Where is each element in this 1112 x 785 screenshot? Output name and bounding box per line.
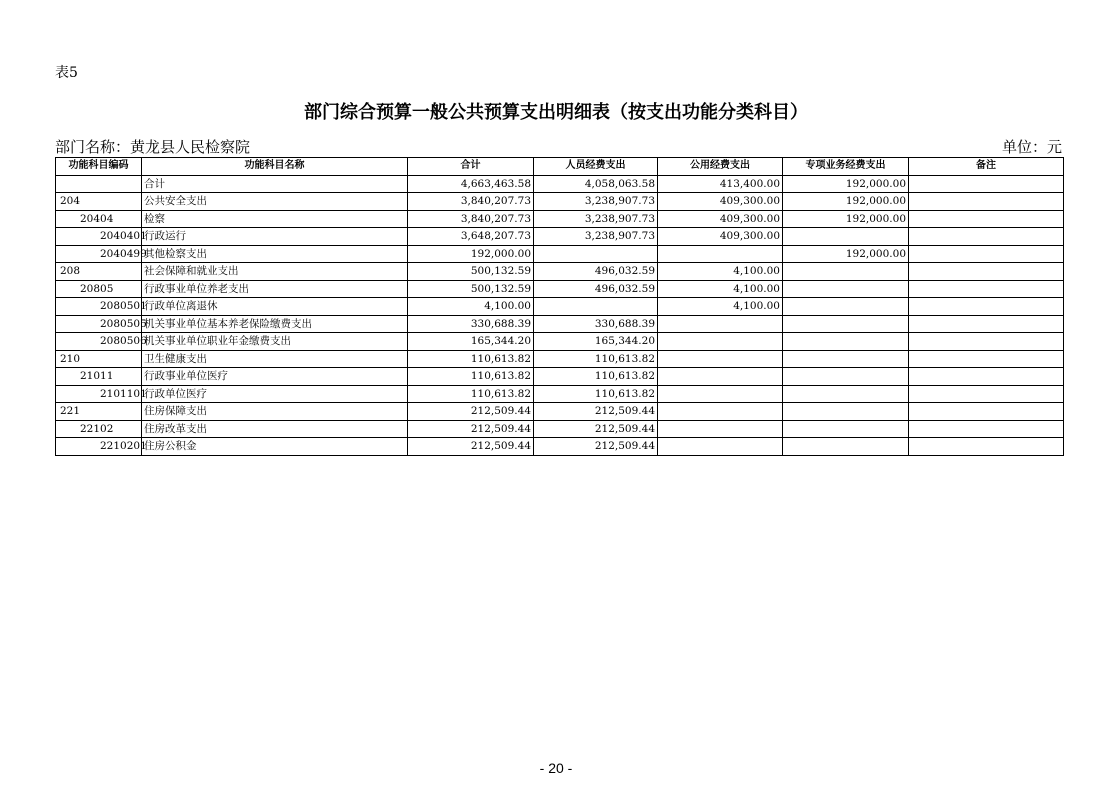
function-name-cell: 住房保障支出 bbox=[142, 403, 408, 421]
function-name-cell: 检察 bbox=[142, 210, 408, 228]
note-cell bbox=[909, 438, 1064, 456]
column-header: 功能科目编码 bbox=[56, 158, 142, 176]
function-code-cell: 22102 bbox=[56, 420, 142, 438]
public-expense-cell bbox=[658, 438, 783, 456]
function-name-cell: 社会保障和就业支出 bbox=[142, 263, 408, 281]
public-expense-cell bbox=[658, 350, 783, 368]
function-name-cell: 机关事业单位基本养老保险缴费支出 bbox=[142, 315, 408, 333]
department-name: 部门名称：黄龙县人民检察院 bbox=[55, 138, 251, 156]
function-code-cell: 2040499 bbox=[56, 245, 142, 263]
table-body bbox=[56, 175, 1064, 455]
total-cell: 110,613.82 bbox=[408, 385, 534, 403]
table-row bbox=[56, 385, 1064, 403]
special-expense-cell: 192,000.00 bbox=[783, 210, 909, 228]
column-header: 备注 bbox=[909, 158, 1064, 176]
column-header: 功能科目名称 bbox=[142, 158, 408, 176]
special-expense-cell bbox=[783, 350, 909, 368]
unit-label: 单位：元 bbox=[1001, 138, 1062, 156]
personnel-expense-cell: 212,509.44 bbox=[534, 420, 658, 438]
special-expense-cell bbox=[783, 228, 909, 246]
personnel-expense-cell: 4,058,063.58 bbox=[534, 175, 658, 193]
table-row bbox=[56, 175, 1064, 193]
public-expense-cell bbox=[658, 315, 783, 333]
special-expense-cell bbox=[783, 385, 909, 403]
column-header: 公用经费支出 bbox=[658, 158, 783, 176]
function-name-cell: 卫生健康支出 bbox=[142, 350, 408, 368]
special-expense-cell bbox=[783, 280, 909, 298]
function-name-cell: 行政单位医疗 bbox=[142, 385, 408, 403]
column-header: 合计 bbox=[408, 158, 534, 176]
function-name-cell: 其他检察支出 bbox=[142, 245, 408, 263]
total-cell: 212,509.44 bbox=[408, 403, 534, 421]
personnel-expense-cell: 330,688.39 bbox=[534, 315, 658, 333]
public-expense-cell: 409,300.00 bbox=[658, 228, 783, 246]
total-cell: 110,613.82 bbox=[408, 350, 534, 368]
function-name-cell: 行政事业单位养老支出 bbox=[142, 280, 408, 298]
function-name-cell: 公共安全支出 bbox=[142, 193, 408, 211]
function-name-cell: 机关事业单位职业年金缴费支出 bbox=[142, 333, 408, 351]
function-code-cell bbox=[56, 175, 142, 193]
total-cell: 212,509.44 bbox=[408, 420, 534, 438]
table-label: 表5 bbox=[55, 65, 78, 81]
special-expense-cell bbox=[783, 298, 909, 316]
special-expense-cell bbox=[783, 438, 909, 456]
note-cell bbox=[909, 315, 1064, 333]
table-header-row bbox=[56, 158, 1064, 176]
total-cell: 500,132.59 bbox=[408, 280, 534, 298]
total-cell: 110,613.82 bbox=[408, 368, 534, 386]
special-expense-cell: 192,000.00 bbox=[783, 175, 909, 193]
note-cell bbox=[909, 298, 1064, 316]
personnel-expense-cell: 212,509.44 bbox=[534, 403, 658, 421]
table-row bbox=[56, 210, 1064, 228]
public-expense-cell: 4,100.00 bbox=[658, 263, 783, 281]
total-cell: 212,509.44 bbox=[408, 438, 534, 456]
page-title: 部门综合预算一般公共预算支出明细表（按支出功能分类科目） bbox=[304, 102, 808, 123]
function-name-cell: 行政运行 bbox=[142, 228, 408, 246]
public-expense-cell: 409,300.00 bbox=[658, 193, 783, 211]
note-cell bbox=[909, 403, 1064, 421]
special-expense-cell bbox=[783, 403, 909, 421]
function-name-cell: 住房改革支出 bbox=[142, 420, 408, 438]
note-cell bbox=[909, 333, 1064, 351]
public-expense-cell bbox=[658, 385, 783, 403]
table-row bbox=[56, 193, 1064, 211]
personnel-expense-cell bbox=[534, 298, 658, 316]
function-code-cell: 20805 bbox=[56, 280, 142, 298]
budget-table bbox=[55, 157, 1064, 456]
personnel-expense-cell: 110,613.82 bbox=[534, 385, 658, 403]
function-name-cell: 行政事业单位医疗 bbox=[142, 368, 408, 386]
total-cell: 3,840,207.73 bbox=[408, 193, 534, 211]
table-row bbox=[56, 263, 1064, 281]
note-cell bbox=[909, 263, 1064, 281]
special-expense-cell bbox=[783, 368, 909, 386]
table-row bbox=[56, 245, 1064, 263]
personnel-expense-cell: 496,032.59 bbox=[534, 263, 658, 281]
table-row bbox=[56, 403, 1064, 421]
function-code-cell: 2080501 bbox=[56, 298, 142, 316]
total-cell: 330,688.39 bbox=[408, 315, 534, 333]
column-header: 专项业务经费支出 bbox=[783, 158, 909, 176]
function-code-cell: 20404 bbox=[56, 210, 142, 228]
public-expense-cell: 4,100.00 bbox=[658, 280, 783, 298]
personnel-expense-cell: 110,613.82 bbox=[534, 368, 658, 386]
total-cell: 192,000.00 bbox=[408, 245, 534, 263]
column-header: 人员经费支出 bbox=[534, 158, 658, 176]
function-code-cell: 208 bbox=[56, 263, 142, 281]
special-expense-cell bbox=[783, 263, 909, 281]
personnel-expense-cell: 165,344.20 bbox=[534, 333, 658, 351]
public-expense-cell bbox=[658, 245, 783, 263]
personnel-expense-cell: 110,613.82 bbox=[534, 350, 658, 368]
function-code-cell: 2210201 bbox=[56, 438, 142, 456]
note-cell bbox=[909, 193, 1064, 211]
total-cell: 500,132.59 bbox=[408, 263, 534, 281]
note-cell bbox=[909, 385, 1064, 403]
note-cell bbox=[909, 420, 1064, 438]
table-row bbox=[56, 438, 1064, 456]
table-row bbox=[56, 298, 1064, 316]
note-cell bbox=[909, 350, 1064, 368]
function-name-cell: 合计 bbox=[142, 175, 408, 193]
special-expense-cell bbox=[783, 315, 909, 333]
note-cell bbox=[909, 210, 1064, 228]
public-expense-cell bbox=[658, 368, 783, 386]
total-cell: 4,663,463.58 bbox=[408, 175, 534, 193]
public-expense-cell: 409,300.00 bbox=[658, 210, 783, 228]
total-cell: 3,648,207.73 bbox=[408, 228, 534, 246]
total-cell: 4,100.00 bbox=[408, 298, 534, 316]
personnel-expense-cell: 496,032.59 bbox=[534, 280, 658, 298]
table-row bbox=[56, 280, 1064, 298]
note-cell bbox=[909, 245, 1064, 263]
table-row bbox=[56, 333, 1064, 351]
function-code-cell: 210 bbox=[56, 350, 142, 368]
function-code-cell: 2101101 bbox=[56, 385, 142, 403]
function-code-cell: 221 bbox=[56, 403, 142, 421]
note-cell bbox=[909, 228, 1064, 246]
total-cell: 165,344.20 bbox=[408, 333, 534, 351]
function-name-cell: 住房公积金 bbox=[142, 438, 408, 456]
header-info bbox=[55, 136, 1062, 156]
special-expense-cell bbox=[783, 420, 909, 438]
page-number: - 20 - bbox=[539, 760, 573, 776]
public-expense-cell: 4,100.00 bbox=[658, 298, 783, 316]
personnel-expense-cell: 3,238,907.73 bbox=[534, 193, 658, 211]
total-cell: 3,840,207.73 bbox=[408, 210, 534, 228]
personnel-expense-cell: 212,509.44 bbox=[534, 438, 658, 456]
table-row bbox=[56, 228, 1064, 246]
function-code-cell: 2080505 bbox=[56, 315, 142, 333]
special-expense-cell: 192,000.00 bbox=[783, 245, 909, 263]
function-code-cell: 204 bbox=[56, 193, 142, 211]
public-expense-cell bbox=[658, 333, 783, 351]
table-row bbox=[56, 315, 1064, 333]
personnel-expense-cell: 3,238,907.73 bbox=[534, 228, 658, 246]
function-code-cell: 2080506 bbox=[56, 333, 142, 351]
public-expense-cell: 413,400.00 bbox=[658, 175, 783, 193]
note-cell bbox=[909, 368, 1064, 386]
personnel-expense-cell bbox=[534, 245, 658, 263]
personnel-expense-cell: 3,238,907.73 bbox=[534, 210, 658, 228]
special-expense-cell: 192,000.00 bbox=[783, 193, 909, 211]
note-cell bbox=[909, 280, 1064, 298]
table-row bbox=[56, 368, 1064, 386]
public-expense-cell bbox=[658, 420, 783, 438]
function-code-cell: 21011 bbox=[56, 368, 142, 386]
special-expense-cell bbox=[783, 333, 909, 351]
function-code-cell: 2040401 bbox=[56, 228, 142, 246]
public-expense-cell bbox=[658, 403, 783, 421]
function-name-cell: 行政单位离退休 bbox=[142, 298, 408, 316]
note-cell bbox=[909, 175, 1064, 193]
table-row bbox=[56, 420, 1064, 438]
table-row bbox=[56, 350, 1064, 368]
